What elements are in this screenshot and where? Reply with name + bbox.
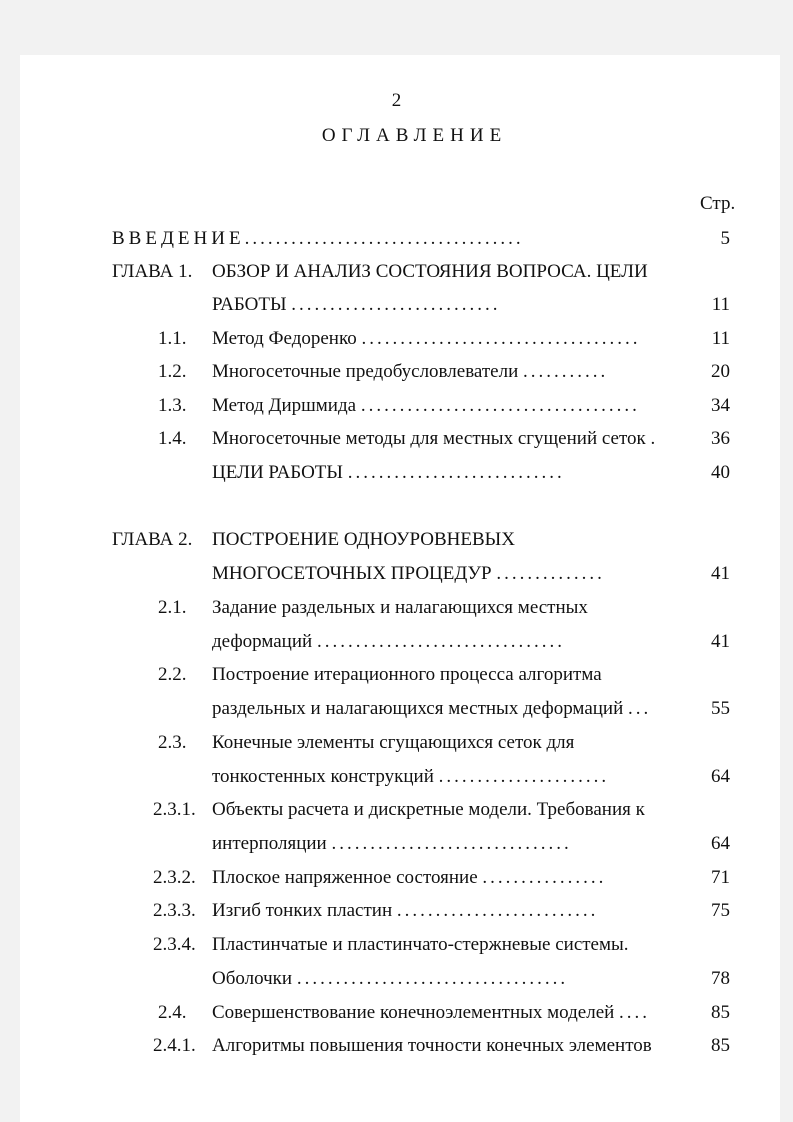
toc-entry-title: Совершенствование конечноэлементных моделей [212,1002,615,1023]
toc-entry-page: 85 [711,1002,730,1023]
toc-entry-page: 34 [711,395,730,416]
toc-entry-leader: . [650,428,659,449]
toc-entry-2-3-3 [112,898,730,924]
toc-entry-goals [112,460,730,486]
toc-entry-title: ВВЕДЕНИЕ [112,228,245,249]
toc-entry-page: 40 [711,462,730,483]
toc-entry-title: деформаций [212,631,313,652]
toc-entry-2-1 [112,595,730,621]
toc-entry-page: 11 [711,328,730,349]
toc-entry-page: 5 [720,228,730,249]
toc-entry-2-3-cont [112,764,730,790]
toc-entry-chapter-2 [112,527,730,553]
toc-entry-title: Многосеточные методы для местных сгущений сеток [212,428,646,449]
toc-entry-chapter-2-cont [112,561,730,587]
toc-entry-page: 64 [711,833,730,854]
toc-entry-number: 1.4. [158,428,187,449]
toc-entry-page: 85 [711,1035,730,1056]
toc-entry-leader: .............. [496,563,605,584]
toc-entry-title: ОБЗОР И АНАЛИЗ СОСТОЯНИЯ ВОПРОСА. ЦЕЛИ [212,261,648,282]
toc-entry-2-3 [112,730,730,756]
toc-entry-2-4 [112,1000,730,1026]
toc-entry-title: раздельных и налагающихся местных деформаций [212,698,624,719]
toc-entry-leader: .................................... [360,395,640,416]
toc-entry-2-3-4-cont [112,966,730,992]
toc-entry-leader: .................................... [361,328,641,349]
toc-entry-1-2 [112,359,730,385]
toc-entry-page: 55 [711,698,730,719]
toc-entry-leader: ................................... [296,968,569,989]
toc-entry-number: ГЛАВА 1. [112,261,193,282]
toc-entry-number: 2.1. [158,597,187,618]
toc-entry-leader: ........... [523,361,609,382]
toc-entry-1-1 [112,326,730,352]
toc-entry-title: тонкостенных конструкций [212,766,434,787]
toc-entry-title: Плоское напряженное состояние [212,867,478,888]
toc-entry-title: Алгоритмы повышения точности конечных элементов [212,1035,652,1056]
toc-entry-leader: ...................... [438,766,610,787]
toc-entry-number: 1.2. [158,361,187,382]
toc-entry-number: 2.3.1. [153,799,196,820]
toc-entry-leader: .................................... [244,228,524,249]
toc-entry-2-2 [112,662,730,688]
toc-entry-page: 41 [711,563,730,584]
toc-entry-leader: ... [628,698,652,719]
toc-entry-2-3-2 [112,865,730,891]
page-number: 2 [391,90,402,111]
toc-entry-title: Изгиб тонких пластин [212,900,393,921]
toc-entry-page: 78 [711,968,730,989]
toc-entry-title: ЦЕЛИ РАБОТЫ [212,462,343,483]
toc-entry-page: 11 [711,294,730,315]
toc-entry-leader: ........................... [291,294,501,315]
toc-entry-page: 64 [711,766,730,787]
toc-entry-title: интерполяции [212,833,327,854]
toc-entry-title: Метод Диршмида [212,395,357,416]
toc-entry-number: 2.4.1. [153,1035,196,1056]
toc-entry-leader: ................................ [316,631,565,652]
toc-entry-introduction [112,226,730,252]
toc-entry-number: 2.3. [158,732,187,753]
toc-entry-title: Конечные элементы сгущающихся сеток для [212,732,575,753]
toc-entry-page: 36 [711,428,730,449]
toc-entry-title: ПОСТРОЕНИЕ ОДНОУРОВНЕВЫХ [212,529,515,550]
page-column-header: Стр. [700,193,736,214]
toc-entry-leader: ............................... [331,833,572,854]
toc-entry-leader: ................ [482,867,607,888]
toc-entry-number: 2.3.4. [153,934,196,955]
toc-entry-2-1-cont [112,629,730,655]
toc-entry-2-4-1 [112,1033,730,1059]
toc-entry-leader: .......................... [396,900,599,921]
toc-entry-2-3-1 [112,797,730,823]
toc-entry-number: 2.2. [158,664,187,685]
toc-entry-number: 1.1. [158,328,187,349]
toc-entry-page: 71 [711,867,730,888]
toc-entry-leader: .... [619,1002,651,1023]
toc-entry-chapter-1 [112,259,730,285]
toc-entry-1-4 [112,426,730,452]
toc-entry-title: РАБОТЫ [212,294,287,315]
toc-entry-2-2-cont [112,696,730,722]
toc-entry-2-3-1-cont [112,831,730,857]
toc-entry-number: ГЛАВА 2. [112,529,193,550]
toc-entry-page: 20 [711,361,730,382]
toc-entry-chapter-1-cont [112,292,730,318]
toc-entry-title: Многосеточные предобусловлеватели [212,361,519,382]
toc-entry-title: Оболочки [212,968,293,989]
toc-entry-title: Пластинчатые и пластинчато-стержневые системы. [212,934,629,955]
toc-entry-number: 1.3. [158,395,187,416]
toc-entry-number: 2.4. [158,1002,187,1023]
page-title: ОГЛАВЛЕНИЕ [321,125,508,146]
toc-entry-1-3 [112,393,730,419]
toc-entry-page: 75 [711,900,730,921]
toc-entry-2-3-4 [112,932,730,958]
toc-entry-number: 2.3.3. [153,900,196,921]
toc-entry-number: 2.3.2. [153,867,196,888]
toc-entry-title: Задание раздельных и налагающихся местных [212,597,588,618]
document-page [20,55,780,1122]
toc-entry-title: Построение итерационного процесса алгоритма [212,664,602,685]
toc-entry-title: МНОГОСЕТОЧНЫХ ПРОЦЕДУР [212,563,492,584]
toc-entry-page: 41 [711,631,730,652]
toc-entry-title: Метод Федоренко [212,328,357,349]
toc-entry-title: Объекты расчета и дискретные модели. Требования к [212,799,645,820]
toc-entry-leader: ............................ [347,462,565,483]
